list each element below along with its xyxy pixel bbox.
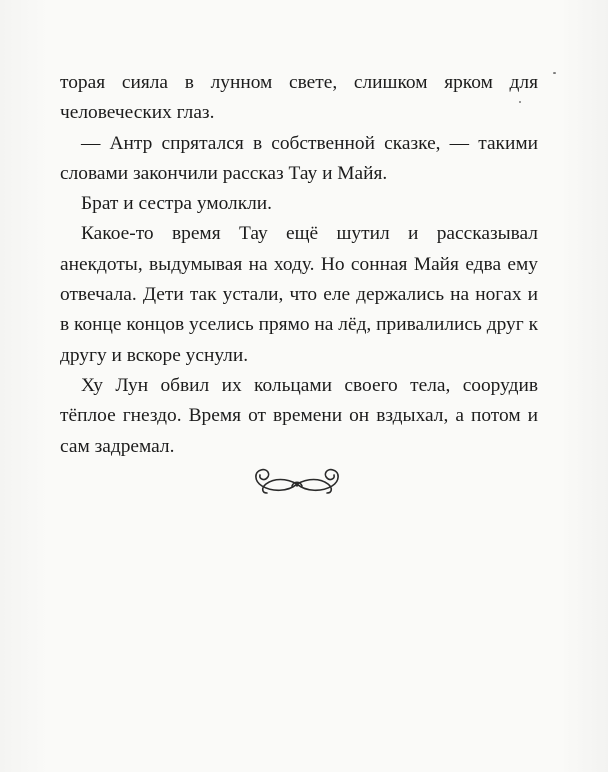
paragraph-nest: Ху Лун обвил их кольцами своего тела, соорудив тёплое гнездо. Время от времени он вздыхал, а потом и сам задремал.: [60, 374, 538, 457]
paragraph-continuation: торая сияла в лунном свете, слишком ярком для человеческих глаз.: [60, 72, 538, 124]
paragraph-dialogue: — Антр спрятался в собственной сказке, — такими словами закончили рассказ Тау и Майя.: [60, 132, 538, 184]
page-text: [60, 68, 538, 462]
flourish-ornament-icon: [248, 462, 346, 502]
paragraph-jokes: Какое-то время Тау ещё шутил и рассказывал анекдоты, выдумывая на ходу. Но сонная Майя едва ему отвечала. Дети так устали, что еле держались на ногах и в конце концов уселись прямо на лёд, привалились друг к другу и вскоре уснули.: [60, 223, 538, 366]
paragraph-silence: Брат и сестра умолкли.: [81, 193, 273, 215]
paper-speck: [519, 101, 521, 103]
paper-speck: [553, 72, 556, 74]
